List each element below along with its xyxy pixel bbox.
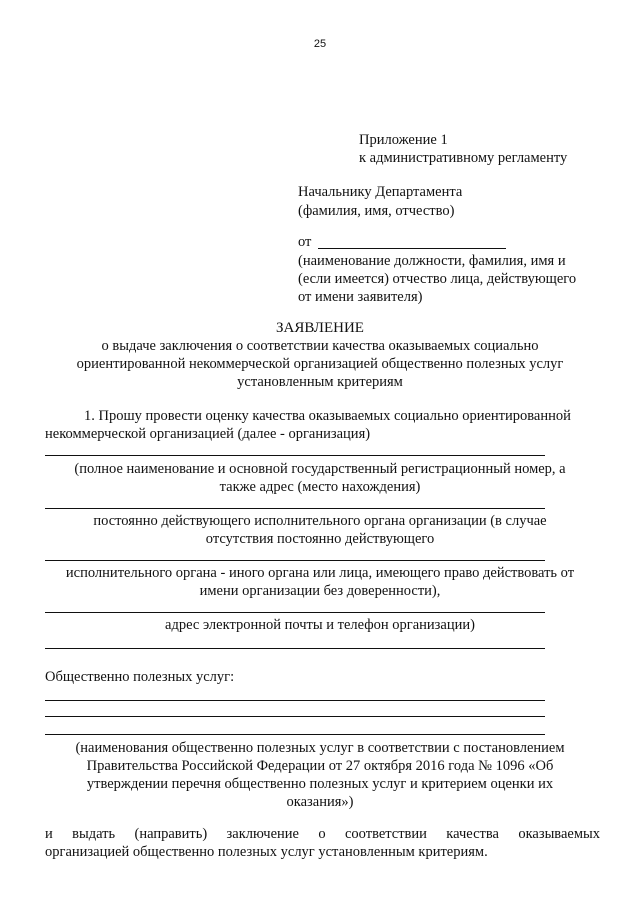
hint-4: адрес электронной почты и телефон организации) <box>165 617 475 633</box>
hint-3a: исполнительного органа - иного органа или лица, имеющего право действовать от <box>65 565 575 581</box>
hint-3b: имени организации без доверенности), <box>199 583 441 599</box>
hint-1a: (полное наименование и основной государственный регистрационный номер, а <box>74 461 566 477</box>
services-hint-1: (наименования общественно полезных услуг в соответствии с постановлением <box>75 740 565 756</box>
title-subline-3: установленным критериям <box>237 374 403 390</box>
closing-line-2: организацией общественно полезных услуг установленным критериям. <box>45 844 488 860</box>
title-subline-1: о выдаче заключения о соответствии качества оказываемых социально <box>101 338 539 354</box>
sender-hint-1: (наименование должности, фамилия, имя и <box>298 253 566 269</box>
services-hint-4: оказания») <box>286 794 354 810</box>
services-blank-line-3 <box>45 734 545 735</box>
document-title: ЗАЯВЛЕНИЕ <box>276 320 364 336</box>
blank-line-2 <box>45 508 545 509</box>
from-blank-line <box>318 248 506 249</box>
hint-2a: постоянно действующего исполнительного органа организации (в случае <box>93 513 547 529</box>
services-blank-line-2 <box>45 716 545 717</box>
title-subline-2: ориентированной некоммерческой организацией общественно полезных услуг <box>76 356 564 372</box>
sender-hint-2: (если имеется) отчество лица, действующего <box>298 271 577 287</box>
closing-line-1: и выдать (направить) заключение о соответствии качества оказываемых <box>45 826 600 842</box>
blank-line-3 <box>45 560 545 561</box>
hint-2b: отсутствия постоянно действующего <box>205 531 435 547</box>
services-label: Общественно полезных услуг: <box>45 669 235 685</box>
services-hint-3: утверждении перечня общественно полезных услуг и критерием оценки их <box>86 776 554 792</box>
from-label: от <box>298 234 312 250</box>
item1-line-2: некоммерческой организацией (далее - организация) <box>45 426 371 442</box>
page-number: 25 <box>313 38 327 50</box>
addressee-line-1: Начальнику Департамента <box>298 184 463 200</box>
blank-line-1 <box>45 455 545 456</box>
hint-1b: также адрес (место нахождения) <box>219 479 421 495</box>
services-hint-2: Правительства Российской Федерации от 27 октября 2016 года № 1096 «Об <box>86 758 554 774</box>
blank-line-5 <box>45 648 545 649</box>
addressee-line-2: (фамилия, имя, отчество) <box>298 203 455 219</box>
sender-hint-3: от имени заявителя) <box>298 289 423 305</box>
item1-line-1: 1. Прошу провести оценку качества оказываемых социально ориентированной <box>84 408 571 424</box>
appendix-line-1: Приложение 1 <box>359 132 448 148</box>
appendix-line-2: к административному регламенту <box>359 150 568 166</box>
services-blank-line-1 <box>45 700 545 701</box>
blank-line-4 <box>45 612 545 613</box>
